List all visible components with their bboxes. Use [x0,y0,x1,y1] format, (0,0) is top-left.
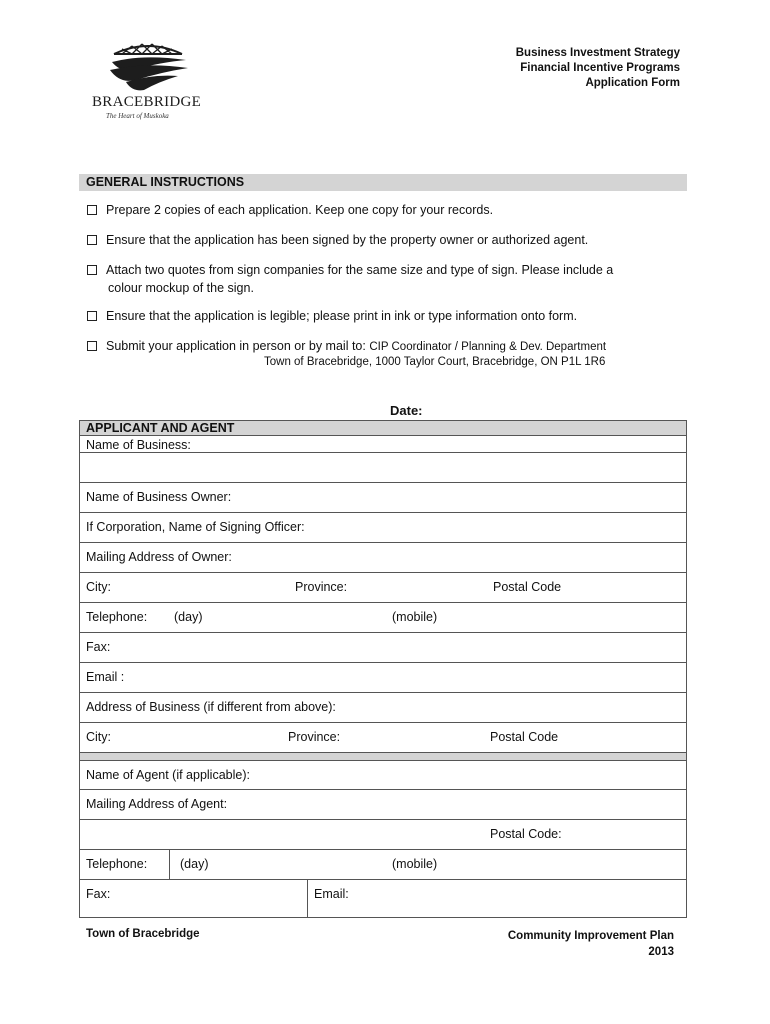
agent-mailing-address-field[interactable] [80,790,686,820]
bracebridge-logo [92,40,204,124]
instruction-text-continued: colour mockup of the sign. [108,281,254,295]
day-label: (day) [174,610,203,624]
owner-city-row[interactable] [80,573,686,603]
business-name-input[interactable] [80,453,686,483]
instruction-item [87,201,687,219]
column-divider [169,850,170,879]
agent-telephone-row[interactable] [80,850,686,880]
instruction-item [87,231,687,249]
header-line-3: Application Form [585,77,680,89]
field-label: Name of Agent (if applicable): [86,768,250,782]
header-line-1: Business Investment Strategy [515,47,680,59]
agent-fax-email-row[interactable] [80,880,686,918]
owner-fax-field[interactable] [80,633,686,663]
province-label: Province: [295,580,348,594]
mobile-label: (mobile) [392,610,438,624]
field-label: Name of Business Owner: [86,490,232,504]
telephone-label: Telephone: [86,610,148,624]
agent-postal-code-field[interactable] [80,820,686,850]
business-name-field[interactable] [80,436,686,453]
form-heading: APPLICANT AND AGENT [80,421,686,436]
city-label: City: [86,730,111,744]
business-address-field[interactable] [80,693,686,723]
field-label: Name of Business: [86,438,191,452]
bridge-logo-icon [92,40,204,96]
instruction-text: Ensure that the application is legible; please print in ink or type information onto form. [106,309,578,323]
instruction-text: Attach two quotes from sign companies for the same size and type of sign. Please include a [106,263,614,277]
mobile-label: (mobile) [392,857,438,871]
instruction-item [87,307,687,325]
header-line-2: Financial Incentive Programs [520,62,680,74]
footer-organization: Town of Bracebridge [86,928,200,940]
telephone-label: Telephone: [86,857,148,871]
field-label: Mailing Address of Agent: [86,797,228,811]
checkbox[interactable] [87,235,97,245]
mail-recipient: CIP Coordinator / Planning & Dev. Department [369,341,607,353]
postal-code-label: Postal Code: [490,827,562,841]
business-city-row[interactable] [80,723,686,753]
postal-code-label: Postal Code [490,730,559,744]
checkbox[interactable] [87,265,97,275]
instruction-item [87,337,687,356]
fax-label: Fax: [86,640,111,654]
instruction-text: Ensure that the application has been signed by the property owner or authorized agent. [106,233,589,247]
logo-wordmark: BRACEBRIDGE [92,94,202,110]
owner-email-field[interactable] [80,663,686,693]
instruction-item [87,261,687,297]
footer-year: 2013 [648,946,674,958]
checkbox[interactable] [87,205,97,215]
business-owner-field[interactable] [80,483,686,513]
owner-mailing-address-field[interactable] [80,543,686,573]
column-divider [307,880,308,917]
footer-plan [508,928,674,960]
fax-label: Fax: [86,887,111,901]
instruction-text: Prepare 2 copies of each application. Keep one copy for your records. [106,203,494,217]
owner-telephone-row[interactable] [80,603,686,633]
field-label: Address of Business (if different from above): [86,700,336,714]
document-title [516,46,680,91]
section-divider [80,753,686,761]
signing-officer-field[interactable] [80,513,686,543]
applicant-agent-form [79,420,687,918]
field-label: Mailing Address of Owner: [86,550,232,564]
instruction-text: Submit your application in person or by mail to: [106,339,366,353]
footer-plan-name: Community Improvement Plan [507,930,674,942]
date-label: Date: [390,403,423,418]
email-label: Email : [86,670,125,684]
instructions-heading: GENERAL INSTRUCTIONS [79,174,687,191]
checkbox[interactable] [87,341,97,351]
postal-code-label: Postal Code [493,580,562,594]
checkbox[interactable] [87,311,97,321]
field-label: If Corporation, Name of Signing Officer: [86,520,305,534]
city-label: City: [86,580,111,594]
agent-name-field[interactable] [80,761,686,790]
day-label: (day) [180,857,209,871]
email-label: Email: [314,887,349,901]
province-label: Province: [288,730,341,744]
logo-tagline: The Heart of Muskoka [106,112,169,120]
mail-address: Town of Bracebridge, 1000 Taylor Court, Bracebridge, ON P1L 1R6 [264,356,606,368]
